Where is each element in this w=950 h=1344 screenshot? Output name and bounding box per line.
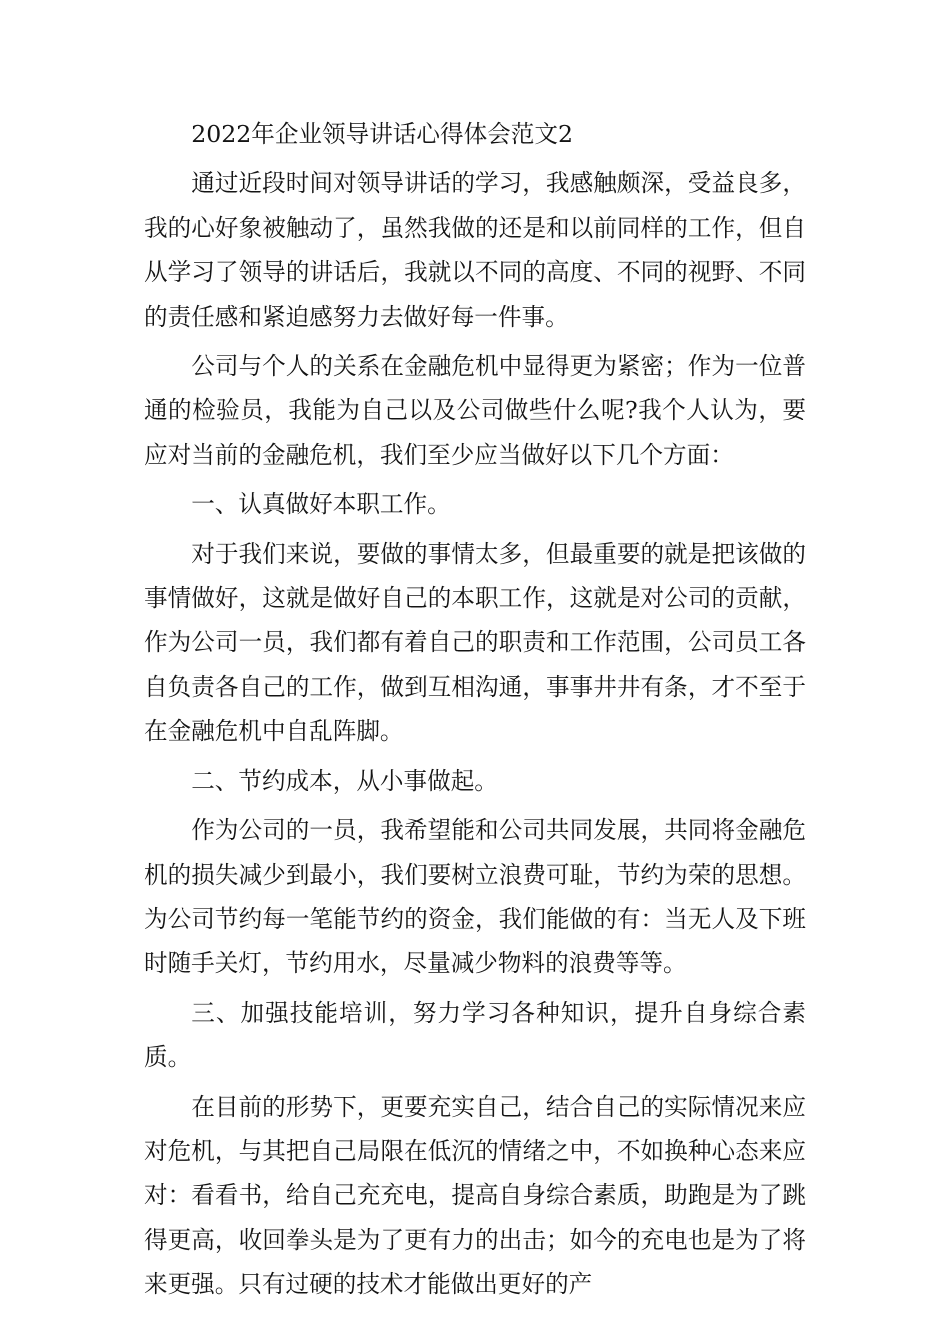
paragraph-intro: 通过近段时间对领导讲话的学习，我感触颇深，受益良多，我的心好象被触动了，虽然我做的还是和以前同样的工作，但自从学习了领导的讲话后，我就以不同的高度、不同的视野、不同的责任感和紧迫感努力去做好每一件事。 bbox=[144, 169, 806, 331]
document-title: 2022年企业领导讲话心得体会范文2 bbox=[191, 120, 573, 148]
section-heading-three: 三、加强技能培训，努力学习各种知识，提升自身综合素质。 bbox=[144, 998, 806, 1072]
section-heading-one: 一、认真做好本职工作。 bbox=[191, 490, 451, 519]
paragraph-relationship: 公司与个人的关系在金融危机中显得更为紧密；作为一位普通的检验员，我能为自己以及公司做些什么呢?我个人认为，要应对当前的金融危机，我们至少应当做好以下几个方面： bbox=[144, 352, 806, 469]
paragraph-learning: 在目前的形势下，更要充实自己，结合自己的实际情况来应对危机，与其把自己局限在低沉的情绪之中，不如换种心态来应对：看看书，给自己充充电，提高自身综合素质，助跑是为了跳得更高，收回拳头是为了更有力的出击；如今的充电也是为了将来更强。只有过硬的技术才能做出更好的产 bbox=[144, 1092, 806, 1299]
paragraph-saving: 作为公司的一员，我希望能和公司共同发展，共同将金融危机的损失减少到最小，我们要树立浪费可耻，节约为荣的思想。为公司节约每一笔能节约的资金，我们能做的有：当无人及下班时随手关灯，节约用水，尽量减少物料的浪费等等。 bbox=[144, 816, 806, 978]
document-page bbox=[144, 112, 806, 1312]
paragraph-duty: 对于我们来说，要做的事情太多，但最重要的就是把该做的事情做好，这就是做好自己的本职工作，这就是对公司的贡献，作为公司一员，我们都有着自己的职责和工作范围，公司员工各自负责各自己的工作，做到互相沟通，事事井井有条，才不至于在金融危机中自乱阵脚。 bbox=[144, 539, 806, 746]
section-heading-two: 二、节约成本，从小事做起。 bbox=[191, 766, 498, 795]
